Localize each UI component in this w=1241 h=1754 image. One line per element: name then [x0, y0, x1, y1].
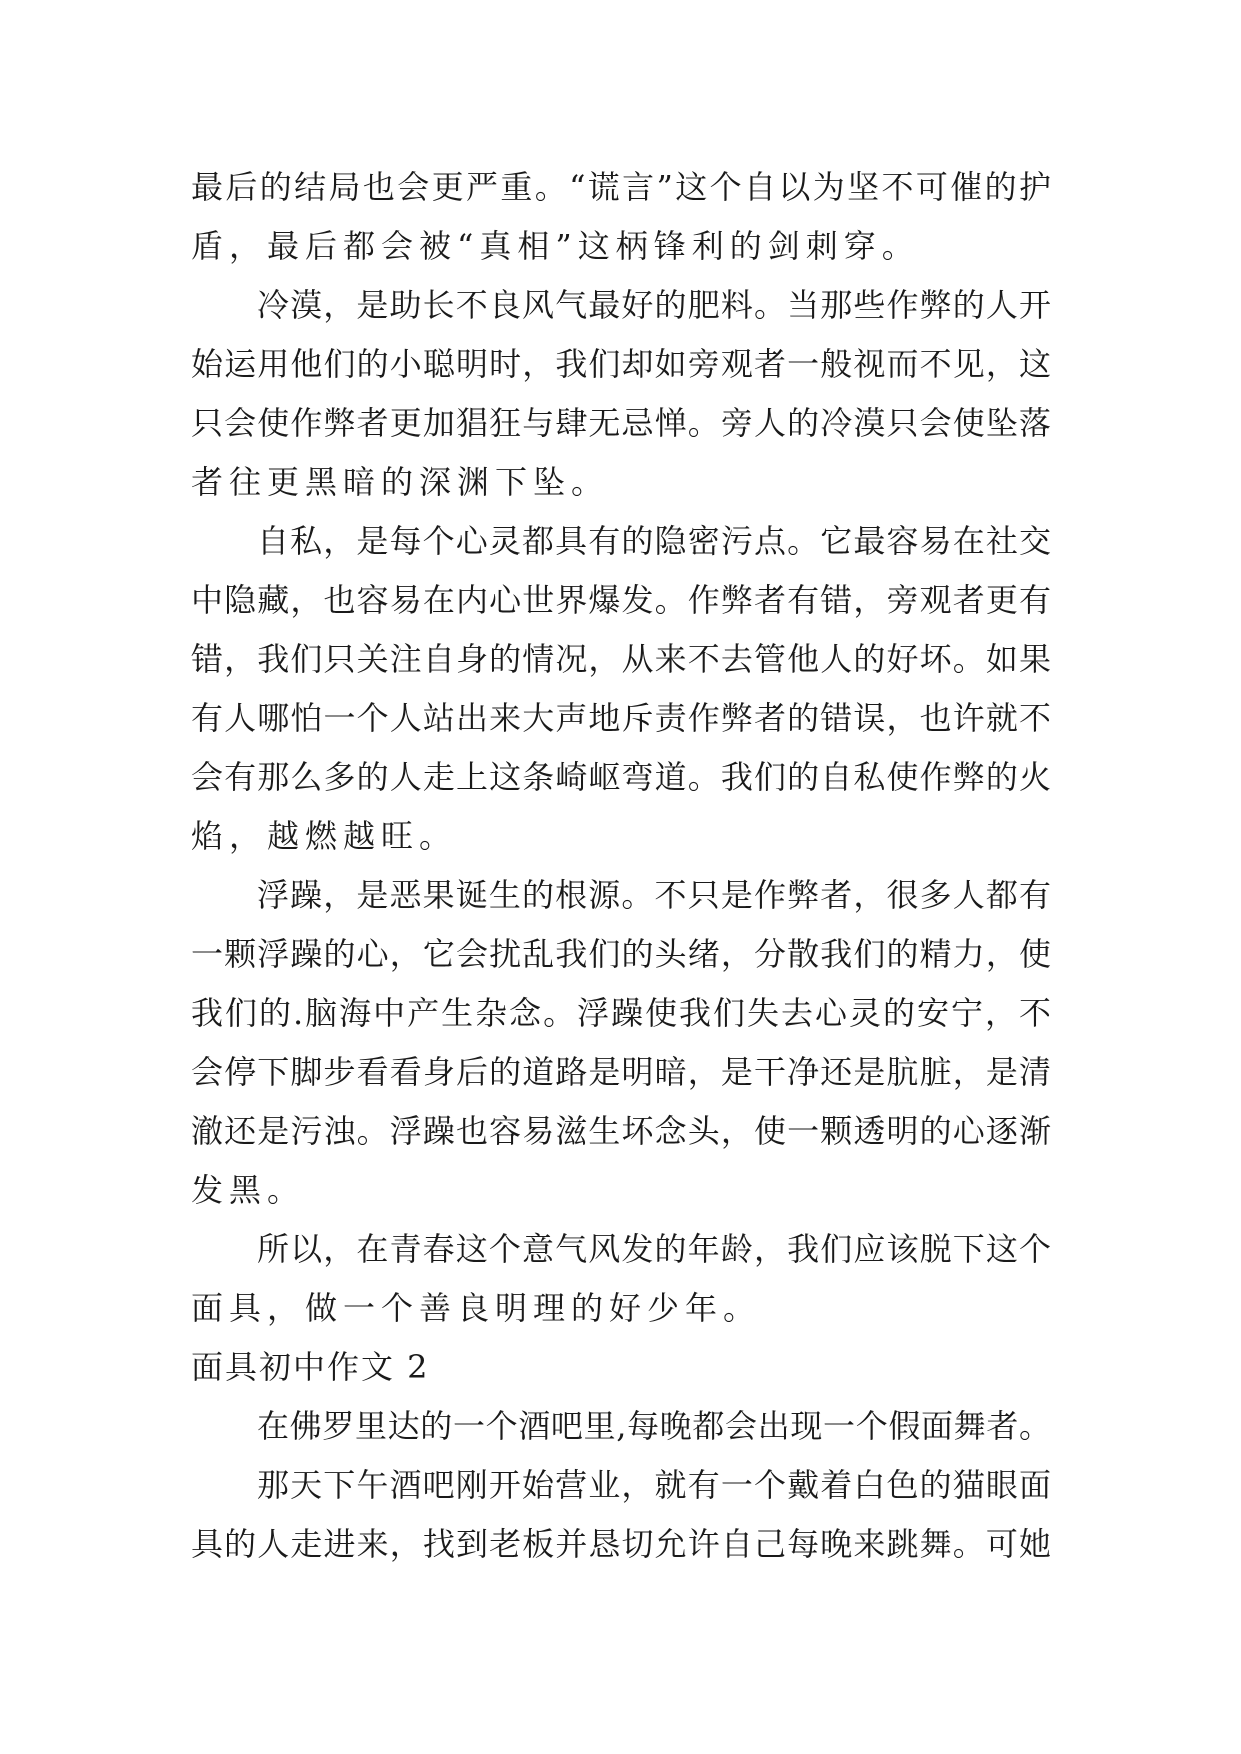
paragraph-first-line: 浮躁，是恶果诞生的根源。不只是作弊者，很多人都有 [257, 876, 1051, 914]
paragraph-first-line: 在佛罗里达的一个酒吧里,每晚都会出现一个假面舞者。 [257, 1407, 1051, 1445]
section-heading: 面具初中作文 2 [191, 1348, 430, 1386]
text-line: 盾，最后都会被“真相”这柄锋利的剑刺穿。 [191, 227, 920, 265]
text-line: 澈还是污浊。浮躁也容易滋生坏念头，使一颗透明的心逐渐 [191, 1112, 1051, 1150]
text-line: 面具，做一个善良明理的好少年。 [191, 1289, 762, 1327]
text-line: 我们的.脑海中产生杂念。浮躁使我们失去心灵的安宁，不 [191, 994, 1051, 1032]
text-line: 具的人走进来，找到老板并恳切允许自己每晚来跳舞。可她 [191, 1525, 1051, 1563]
paragraph-first-line: 所以，在青春这个意气风发的年龄，我们应该脱下这个 [257, 1230, 1051, 1268]
text-line: 一颗浮躁的心，它会扰乱我们的头绪，分散我们的精力，使 [191, 935, 1051, 973]
paragraph-first-line: 自私，是每个心灵都具有的隐密污点。它最容易在社交 [257, 522, 1051, 560]
text-line: 者往更黑暗的深渊下坠。 [191, 463, 610, 501]
text-line: 错，我们只关注自身的情况，从来不去管他人的好坏。如果 [191, 640, 1051, 678]
text-line: 有人哪怕一个人站出来大声地斥责作弊者的错误，也许就不 [191, 699, 1051, 737]
text-line: 发黑。 [191, 1171, 306, 1209]
paragraph-first-line: 那天下午酒吧刚开始营业，就有一个戴着白色的猫眼面 [257, 1466, 1051, 1504]
text-line: 只会使作弊者更加猖狂与肆无忌惮。旁人的冷漠只会使坠落 [191, 404, 1051, 442]
text-line: 中隐藏，也容易在内心世界爆发。作弊者有错，旁观者更有 [191, 581, 1051, 619]
paragraph-first-line: 冷漠，是助长不良风气最好的肥料。当那些作弊的人开 [257, 286, 1051, 324]
text-line: 会停下脚步看看身后的道路是明暗，是干净还是肮脏，是清 [191, 1053, 1051, 1091]
text-line: 最后的结局也会更严重。“谎言”这个自以为坚不可催的护 [191, 168, 1051, 206]
text-line: 会有那么多的人走上这条崎岖弯道。我们的自私使作弊的火 [191, 758, 1051, 796]
text-line: 焰，越燃越旺。 [191, 817, 458, 855]
article-body [191, 158, 1051, 1574]
text-line: 始运用他们的小聪明时，我们却如旁观者一般视而不见，这 [191, 345, 1051, 383]
